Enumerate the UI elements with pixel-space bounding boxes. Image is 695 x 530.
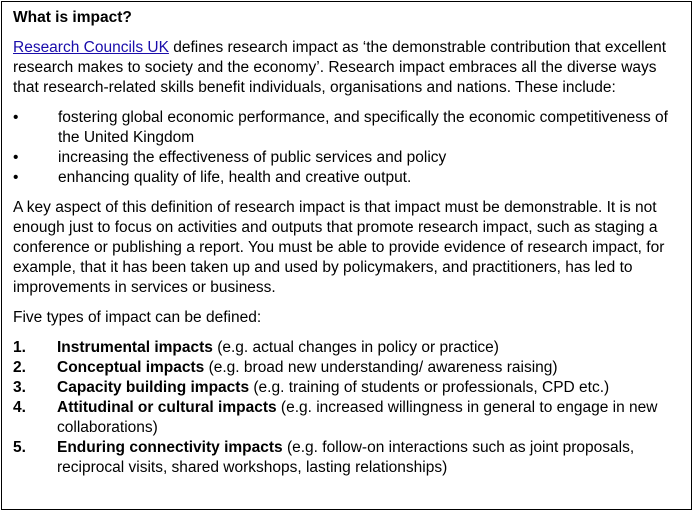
impact-type-desc: (e.g. broad new understanding/ awareness raising) xyxy=(204,359,558,376)
intro-text: defines research impact as ‘the demonstrable contribution that excellent research makes to society and the economy’. Research impact embraces all the diverse ways that research-related skills benefit individuals, organisations and nations. These include: xyxy=(13,39,667,96)
impact-type-term: Attitudinal or cultural impacts xyxy=(57,399,277,416)
impact-type-term: Enduring connectivity impacts xyxy=(57,439,283,456)
list-number: 3. xyxy=(13,379,26,396)
impact-type-desc: (e.g. actual changes in policy or practice) xyxy=(212,339,499,356)
impact-type-desc: (e.g. increased willingness in general to engage in new collaborations) xyxy=(57,399,658,436)
list-item xyxy=(13,168,682,188)
impact-type-desc: (e.g. follow-on interactions such as joint proposals, reciprocal visits, shared workshops, lasting relationships) xyxy=(57,439,635,476)
impact-type-term: Capacity building impacts xyxy=(57,379,250,396)
intro-paragraph xyxy=(13,38,682,98)
bullet-icon: • xyxy=(13,149,19,166)
impact-types-list xyxy=(13,338,682,478)
impact-type-desc: (e.g. training of students or professionals, CPD etc.) xyxy=(249,379,610,396)
list-item xyxy=(13,398,682,438)
page-title: What is impact? xyxy=(13,9,132,26)
list-number: 5. xyxy=(13,439,26,456)
list-number: 2. xyxy=(13,359,26,376)
bullet-icon: • xyxy=(13,109,19,126)
impact-benefits-list xyxy=(13,108,682,188)
list-item-text: enhancing quality of life, health and creative output. xyxy=(58,169,412,186)
list-item xyxy=(13,438,682,478)
list-item xyxy=(13,148,682,168)
list-item xyxy=(13,358,682,378)
list-number: 4. xyxy=(13,399,26,416)
impact-text-box xyxy=(1,1,692,510)
list-item xyxy=(13,108,682,148)
demonstrable-paragraph: A key aspect of this definition of research impact is that impact must be demonstrable. It is not enough just to focus on activities and outputs that promote research impact, such as staging a conference or publishing a report. You must be able to provide evidence of research impact, for example, that it has been taken up and used by policymakers, and practitioners, has led to improvements in services or business. xyxy=(13,199,665,296)
impact-type-term: Conceptual impacts xyxy=(57,359,205,376)
types-intro: Five types of impact can be defined: xyxy=(13,309,262,326)
list-item xyxy=(13,378,682,398)
list-number: 1. xyxy=(13,339,26,356)
list-item-text: increasing the effectiveness of public services and policy xyxy=(58,149,447,166)
list-item xyxy=(13,338,682,358)
list-item-text: fostering global economic performance, and specifically the economic competitiveness of the United Kingdom xyxy=(58,109,668,146)
impact-type-term: Instrumental impacts xyxy=(57,339,213,356)
bullet-icon: • xyxy=(13,169,19,186)
research-councils-uk-link[interactable]: Research Councils UK xyxy=(13,39,169,56)
